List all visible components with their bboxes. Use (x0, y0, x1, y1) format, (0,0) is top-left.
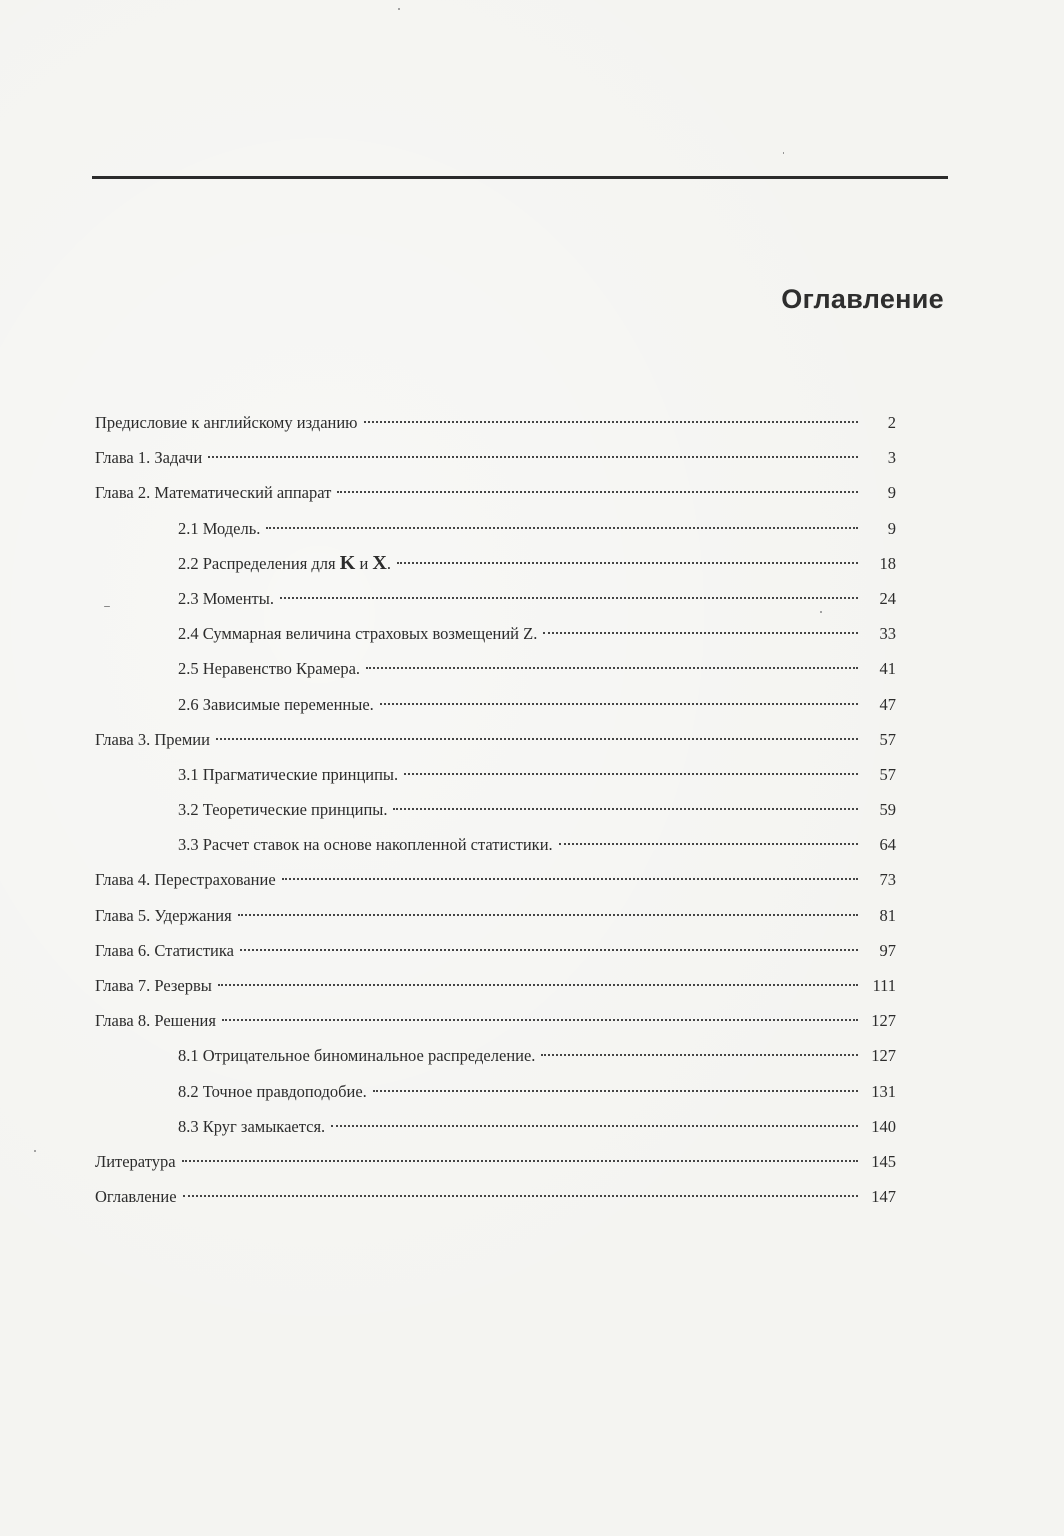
toc-section-entry (95, 687, 896, 722)
paper-speck (34, 1150, 36, 1152)
toc-entry-label: Глава 7. Резервы (95, 976, 212, 995)
toc-section-entry (95, 1038, 896, 1073)
dot-leader (337, 491, 858, 493)
toc-chapter-entry (95, 405, 896, 440)
toc-section-entry (95, 616, 896, 651)
dot-leader (543, 632, 858, 634)
toc-page-number: 24 (879, 588, 896, 608)
dot-leader (397, 562, 858, 564)
toc-entry-label: 2.3 Моменты. (178, 588, 274, 608)
toc-page-number: 131 (871, 1081, 896, 1101)
page-title: Оглавление (781, 284, 944, 314)
toc-page-number: 64 (879, 835, 896, 855)
toc-page-number: 33 (879, 624, 896, 644)
toc-entry-label: Оглавление (95, 1187, 177, 1207)
toc-entry-label-part: 2.2 Распределения для (178, 553, 340, 573)
toc-chapter-entry (95, 475, 896, 510)
toc-entry-label: Глава 3. Премии (95, 729, 210, 749)
toc-page-number: 9 (887, 483, 896, 503)
toc-section-entry (95, 651, 896, 686)
toc-entry-label: 3.2 Теоретические принципы. (178, 800, 388, 820)
paper-speck (398, 8, 400, 10)
paper-speck (104, 606, 110, 607)
toc-page-number: 127 (871, 1011, 896, 1031)
dot-leader (331, 1125, 858, 1127)
dot-leader (282, 878, 858, 880)
toc-entry-label: Глава 6. Статистика (95, 940, 234, 960)
toc-section-entry (95, 511, 896, 546)
toc-section-entry (95, 546, 896, 581)
dot-leader (240, 949, 858, 951)
toc-entry-label-part: и (355, 553, 373, 573)
toc-page-number: 111 (872, 976, 896, 995)
toc-section-entry (95, 827, 896, 862)
toc-page-number: 145 (871, 1151, 896, 1171)
toc-section-entry (95, 1074, 896, 1109)
dot-leader (404, 773, 858, 775)
dot-leader (393, 808, 858, 810)
dot-leader (559, 843, 858, 845)
toc-page-number: 81 (879, 905, 896, 925)
toc-chapter-entry (95, 1003, 896, 1038)
toc-chapter-entry (95, 722, 896, 757)
dot-leader (266, 527, 858, 529)
toc-entry-label-part: X (372, 551, 387, 574)
dot-leader (183, 1195, 858, 1197)
toc-page-number: 127 (871, 1046, 896, 1066)
header-rule (92, 176, 948, 179)
toc-entry-label: 2.5 Неравенство Крамера. (178, 659, 361, 679)
paper-speck (820, 611, 822, 613)
dot-leader (222, 1019, 858, 1021)
paper-speck (783, 152, 784, 154)
toc-entry-label: 2.6 Зависимые переменные. (178, 694, 374, 714)
dot-leader (182, 1160, 858, 1162)
dot-leader (218, 984, 858, 986)
toc-entry-label: Глава 1. Задачи (95, 448, 203, 468)
toc-section-entry (95, 1109, 896, 1144)
toc-entry-label: Предисловие к английскому изданию (95, 413, 358, 432)
toc-page-number: 9 (887, 518, 896, 538)
toc-entry-label: Глава 8. Решения (95, 1011, 216, 1031)
dot-leader (364, 421, 858, 423)
toc-chapter-entry (95, 933, 896, 968)
dot-leader (208, 456, 858, 458)
toc-chapter-entry (95, 898, 896, 933)
toc-entry-label: 2.4 Суммарная величина страховых возмещений Z. (178, 624, 538, 644)
toc-page-number: 2 (887, 413, 896, 432)
toc-chapter-entry (95, 968, 896, 1003)
dot-leader (380, 703, 858, 705)
toc-page-number: 57 (879, 729, 896, 749)
toc-chapter-entry (95, 440, 896, 475)
dot-leader (541, 1054, 858, 1056)
toc-chapter-entry (95, 1179, 896, 1214)
toc-chapter-entry (95, 862, 896, 897)
toc-page-number: 97 (879, 940, 896, 960)
toc-page-number: 41 (879, 659, 896, 679)
toc-entry-label: Литература (95, 1151, 176, 1171)
toc-entry-label: 2.1 Модель. (178, 518, 261, 538)
toc-page-number: 140 (871, 1116, 896, 1136)
toc-entry-label: 3.1 Прагматические принципы. (178, 764, 399, 784)
toc-section-entry (95, 792, 896, 827)
toc-entry-label: Глава 5. Удержания (95, 905, 232, 925)
dot-leader (238, 914, 858, 916)
toc-page-number: 59 (879, 800, 896, 820)
toc-page-number: 57 (879, 764, 896, 784)
toc-entry-label-part: . (386, 553, 391, 573)
toc-section-entry (95, 757, 896, 792)
dot-leader (280, 597, 858, 599)
toc-section-entry (95, 581, 896, 616)
dot-leader (373, 1090, 858, 1092)
toc-entry-label-part: K (339, 551, 356, 574)
table-of-contents (95, 405, 896, 1214)
toc-entry-label: Глава 4. Перестрахование (95, 870, 276, 890)
toc-page-number: 147 (871, 1187, 896, 1207)
toc-page-number: 47 (879, 694, 896, 714)
dot-leader (216, 738, 858, 740)
toc-entry-label: 3.3 Расчет ставок на основе накопленной статистики. (178, 835, 553, 855)
dot-leader (366, 667, 858, 669)
toc-entry-label: 8.1 Отрицательное биноминальное распределение. (178, 1046, 536, 1066)
toc-page-number: 3 (887, 448, 896, 468)
toc-page-number: 18 (879, 553, 896, 573)
toc-entry-label: 8.2 Точное правдоподобие. (178, 1081, 367, 1101)
toc-entry-label: 8.3 Круг замыкается. (178, 1116, 326, 1136)
toc-chapter-entry (95, 1144, 896, 1179)
toc-page-number: 73 (879, 870, 896, 890)
toc-entry-label: Глава 2. Математический аппарат (95, 483, 332, 503)
toc-entry-label (95, 546, 391, 581)
